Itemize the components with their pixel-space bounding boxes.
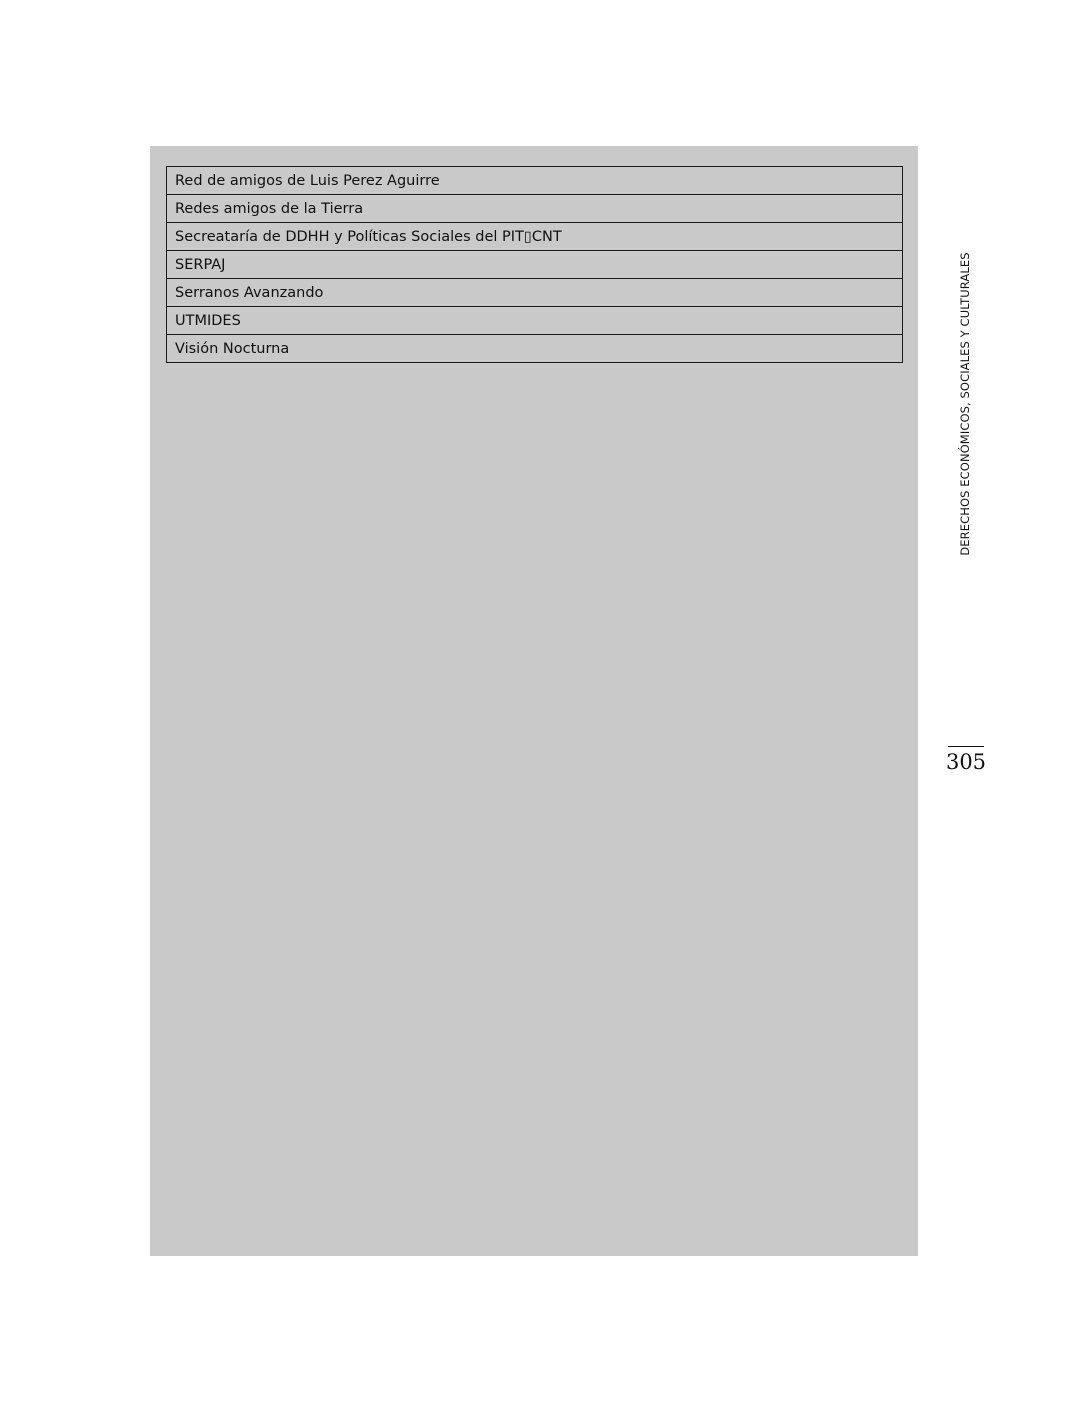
- table-cell: UTMIDES: [167, 307, 903, 335]
- table-row: [167, 223, 903, 251]
- organizations-table: [166, 166, 903, 363]
- table-cell: Red de amigos de Luis Perez Aguirre: [167, 167, 903, 195]
- table-row: [167, 167, 903, 195]
- table-row: [167, 195, 903, 223]
- table-cell: Serranos Avanzando: [167, 279, 903, 307]
- table-row: [167, 335, 903, 363]
- table-row: [167, 307, 903, 335]
- page-number: 305: [945, 750, 987, 774]
- table-cell: Redes amigos de la Tierra: [167, 195, 903, 223]
- table-cell: SERPAJ: [167, 251, 903, 279]
- table-cell: Secreataría de DDHH y Políticas Sociales del PIT▯CNT: [167, 223, 903, 251]
- running-header: DERECHOS ECONÓMICOS, SOCIALES Y CULTURALES: [958, 252, 972, 556]
- table-row: [167, 251, 903, 279]
- table-row: [167, 279, 903, 307]
- page-number-rule: [948, 746, 984, 747]
- table-cell: Visión Nocturna: [167, 335, 903, 363]
